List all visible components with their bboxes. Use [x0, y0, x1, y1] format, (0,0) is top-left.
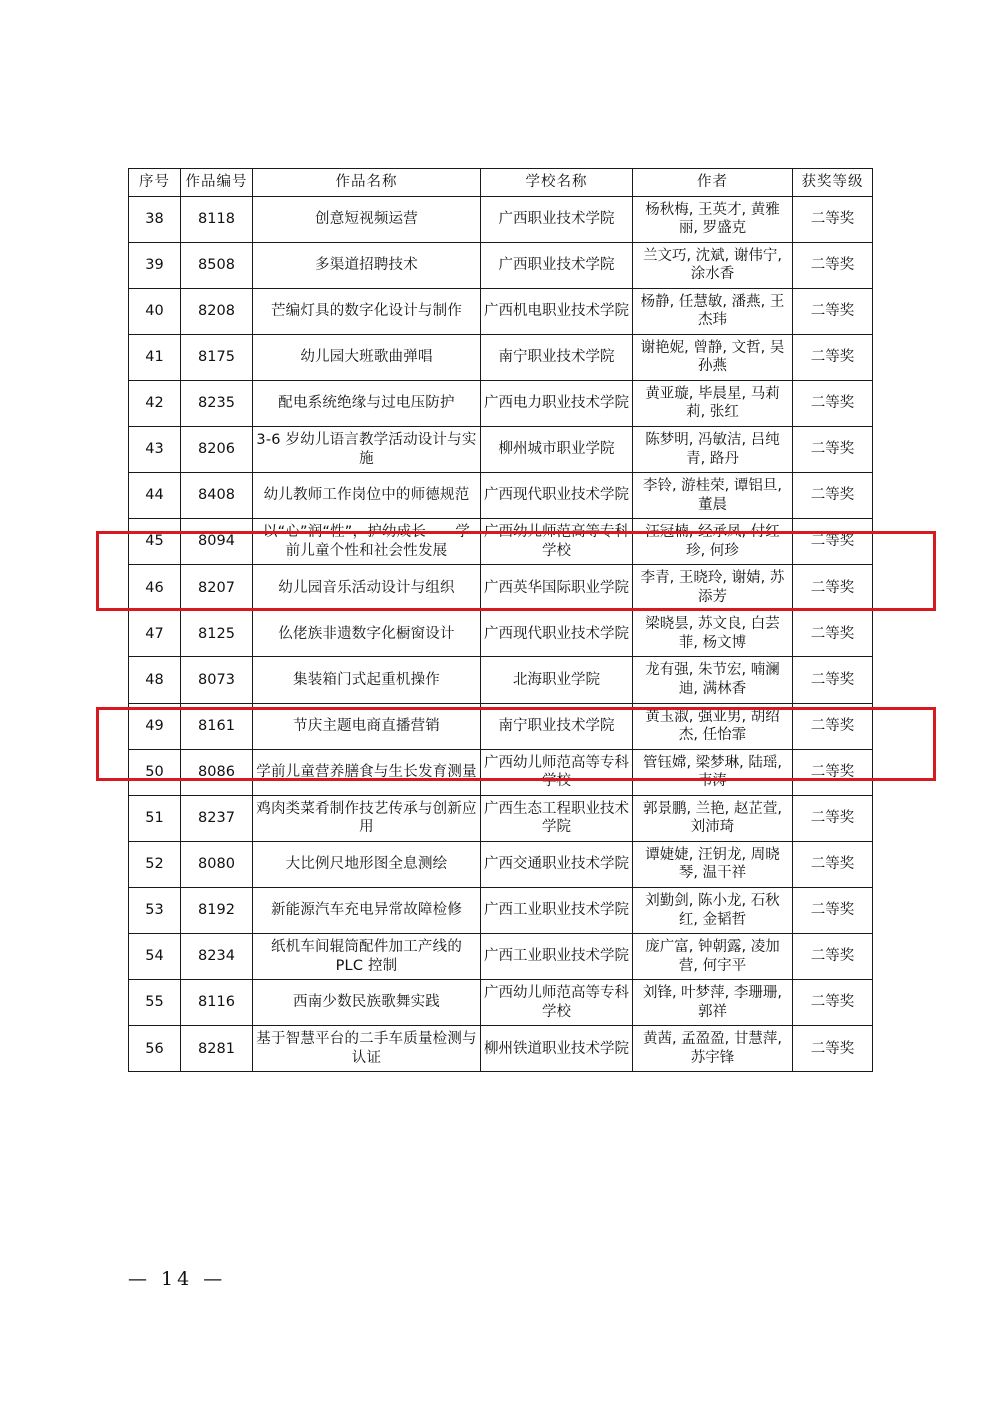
cell-title: 多渠道招聘技术	[253, 242, 481, 288]
table-row	[129, 334, 873, 380]
column-header-title: 作品名称	[253, 169, 481, 197]
cell-title: 大比例尺地形图全息测绘	[253, 841, 481, 887]
cell-school: 广西幼儿师范高等专科学校	[481, 749, 633, 795]
cell-school: 柳州城市职业学院	[481, 427, 633, 473]
cell-seq: 39	[129, 242, 181, 288]
cell-level: 二等奖	[793, 657, 873, 703]
cell-title: 基于智慧平台的二手车质量检测与认证	[253, 1026, 481, 1072]
table-row	[129, 380, 873, 426]
cell-authors: 庞广富, 钟朝露, 凌加营, 何宇平	[633, 934, 793, 980]
cell-school: 广西电力职业技术学院	[481, 380, 633, 426]
award-table-container	[128, 168, 872, 1072]
column-header-code: 作品编号	[181, 169, 253, 197]
cell-authors: 谢艳妮, 曾静, 文哲, 吴孙燕	[633, 334, 793, 380]
cell-seq: 56	[129, 1026, 181, 1072]
cell-code: 8086	[181, 749, 253, 795]
cell-authors: 黄玉淑, 强亚男, 胡绍杰, 任怡霏	[633, 703, 793, 749]
cell-code: 8208	[181, 288, 253, 334]
cell-code: 8206	[181, 427, 253, 473]
cell-title: 创意短视频运营	[253, 196, 481, 242]
cell-seq: 43	[129, 427, 181, 473]
cell-authors: 郭景鹏, 兰艳, 赵芷萱, 刘沛琦	[633, 795, 793, 841]
award-table	[128, 168, 873, 1072]
cell-authors: 梁晓昙, 苏文良, 白芸菲, 杨文博	[633, 611, 793, 657]
cell-seq: 38	[129, 196, 181, 242]
cell-code: 8408	[181, 473, 253, 519]
page-number: — 14 —	[128, 1268, 227, 1290]
cell-seq: 45	[129, 519, 181, 565]
cell-seq: 46	[129, 565, 181, 611]
cell-seq: 49	[129, 703, 181, 749]
cell-code: 8237	[181, 795, 253, 841]
table-row	[129, 934, 873, 980]
cell-authors: 管钰嫦, 梁梦琳, 陆瑶, 韦涛	[633, 749, 793, 795]
table-row	[129, 980, 873, 1026]
cell-school: 广西职业技术学院	[481, 242, 633, 288]
cell-seq: 52	[129, 841, 181, 887]
table-row	[129, 288, 873, 334]
cell-title: 以“心”润“性”，护幼成长——学前儿童个性和社会性发展	[253, 519, 481, 565]
cell-authors: 龙有强, 朱节宏, 喃澜迪, 满林香	[633, 657, 793, 703]
cell-level: 二等奖	[793, 980, 873, 1026]
cell-seq: 47	[129, 611, 181, 657]
cell-school: 广西工业职业技术学院	[481, 887, 633, 933]
cell-code: 8118	[181, 196, 253, 242]
cell-school: 广西现代职业技术学院	[481, 473, 633, 519]
cell-seq: 41	[129, 334, 181, 380]
cell-school: 南宁职业技术学院	[481, 334, 633, 380]
table-row	[129, 519, 873, 565]
column-header-level: 获奖等级	[793, 169, 873, 197]
cell-authors: 杨秋梅, 王英才, 黄雅丽, 罗盛克	[633, 196, 793, 242]
cell-school: 广西机电职业技术学院	[481, 288, 633, 334]
cell-school: 广西生态工程职业技术学院	[481, 795, 633, 841]
cell-authors: 李青, 王晓玲, 谢婧, 苏添芳	[633, 565, 793, 611]
table-header	[129, 169, 873, 197]
cell-level: 二等奖	[793, 519, 873, 565]
cell-title: 集装箱门式起重机操作	[253, 657, 481, 703]
cell-authors: 汪冠楠, 经承凤, 付红珍, 何珍	[633, 519, 793, 565]
cell-level: 二等奖	[793, 795, 873, 841]
cell-authors: 刘勤剑, 陈小龙, 石秋红, 金韬哲	[633, 887, 793, 933]
cell-school: 北海职业学院	[481, 657, 633, 703]
cell-code: 8080	[181, 841, 253, 887]
cell-code: 8508	[181, 242, 253, 288]
table-row	[129, 611, 873, 657]
table-row	[129, 565, 873, 611]
cell-level: 二等奖	[793, 703, 873, 749]
cell-school: 广西英华国际职业学院	[481, 565, 633, 611]
table-row	[129, 657, 873, 703]
table-row	[129, 703, 873, 749]
table-body	[129, 196, 873, 1072]
cell-school: 广西职业技术学院	[481, 196, 633, 242]
cell-authors: 李铃, 游桂荣, 谭铝旦, 董晨	[633, 473, 793, 519]
cell-authors: 黄茜, 孟盈盈, 甘慧萍, 苏宇锋	[633, 1026, 793, 1072]
cell-authors: 兰文巧, 沈斌, 谢伟宁, 涂水香	[633, 242, 793, 288]
cell-code: 8207	[181, 565, 253, 611]
cell-school: 柳州铁道职业技术学院	[481, 1026, 633, 1072]
cell-title: 新能源汽车充电异常故障检修	[253, 887, 481, 933]
cell-code: 8161	[181, 703, 253, 749]
cell-level: 二等奖	[793, 611, 873, 657]
column-header-authors: 作者	[633, 169, 793, 197]
cell-level: 二等奖	[793, 427, 873, 473]
cell-code: 8192	[181, 887, 253, 933]
cell-title: 幼儿园大班歌曲弹唱	[253, 334, 481, 380]
cell-title: 芒编灯具的数字化设计与制作	[253, 288, 481, 334]
cell-level: 二等奖	[793, 242, 873, 288]
cell-code: 8125	[181, 611, 253, 657]
table-row	[129, 427, 873, 473]
cell-level: 二等奖	[793, 473, 873, 519]
cell-school: 广西交通职业技术学院	[481, 841, 633, 887]
cell-level: 二等奖	[793, 334, 873, 380]
cell-seq: 48	[129, 657, 181, 703]
cell-authors: 黄亚璇, 毕晨星, 马莉莉, 张红	[633, 380, 793, 426]
cell-level: 二等奖	[793, 288, 873, 334]
cell-title: 西南少数民族歌舞实践	[253, 980, 481, 1026]
table-row	[129, 242, 873, 288]
cell-title: 鸡肉类菜肴制作技艺传承与创新应用	[253, 795, 481, 841]
cell-level: 二等奖	[793, 887, 873, 933]
cell-title: 3-6 岁幼儿语言教学活动设计与实施	[253, 427, 481, 473]
cell-seq: 50	[129, 749, 181, 795]
cell-title: 仫佬族非遗数字化橱窗设计	[253, 611, 481, 657]
column-header-seq: 序号	[129, 169, 181, 197]
cell-title: 纸机车间辊筒配件加工产线的 PLC 控制	[253, 934, 481, 980]
cell-code: 8094	[181, 519, 253, 565]
cell-seq: 53	[129, 887, 181, 933]
cell-seq: 40	[129, 288, 181, 334]
cell-school: 广西现代职业技术学院	[481, 611, 633, 657]
table-row	[129, 196, 873, 242]
cell-code: 8234	[181, 934, 253, 980]
table-row	[129, 841, 873, 887]
cell-title: 幼儿园音乐活动设计与组织	[253, 565, 481, 611]
column-header-school: 学校名称	[481, 169, 633, 197]
cell-level: 二等奖	[793, 841, 873, 887]
cell-seq: 51	[129, 795, 181, 841]
cell-authors: 杨静, 任慧敏, 潘燕, 王杰玮	[633, 288, 793, 334]
cell-code: 8073	[181, 657, 253, 703]
cell-school: 广西幼儿师范高等专科学校	[481, 519, 633, 565]
cell-level: 二等奖	[793, 749, 873, 795]
cell-level: 二等奖	[793, 196, 873, 242]
cell-code: 8235	[181, 380, 253, 426]
cell-seq: 54	[129, 934, 181, 980]
cell-level: 二等奖	[793, 380, 873, 426]
cell-seq: 55	[129, 980, 181, 1026]
table-row	[129, 1026, 873, 1072]
cell-code: 8116	[181, 980, 253, 1026]
cell-authors: 刘锋, 叶梦萍, 李珊珊, 郭祥	[633, 980, 793, 1026]
cell-authors: 谭婕婕, 汪钥龙, 周晓琴, 温干祥	[633, 841, 793, 887]
cell-seq: 42	[129, 380, 181, 426]
cell-code: 8281	[181, 1026, 253, 1072]
cell-title: 节庆主题电商直播营销	[253, 703, 481, 749]
table-row	[129, 795, 873, 841]
cell-code: 8175	[181, 334, 253, 380]
cell-school: 广西工业职业技术学院	[481, 934, 633, 980]
cell-title: 幼儿教师工作岗位中的师德规范	[253, 473, 481, 519]
cell-level: 二等奖	[793, 1026, 873, 1072]
cell-level: 二等奖	[793, 565, 873, 611]
cell-level: 二等奖	[793, 934, 873, 980]
table-row	[129, 887, 873, 933]
table-row	[129, 749, 873, 795]
cell-seq: 44	[129, 473, 181, 519]
cell-school: 广西幼儿师范高等专科学校	[481, 980, 633, 1026]
cell-title: 学前儿童营养膳食与生长发育测量	[253, 749, 481, 795]
table-header-row	[129, 169, 873, 197]
cell-title: 配电系统绝缘与过电压防护	[253, 380, 481, 426]
cell-school: 南宁职业技术学院	[481, 703, 633, 749]
table-row	[129, 473, 873, 519]
cell-authors: 陈梦明, 冯敏洁, 吕纯青, 路丹	[633, 427, 793, 473]
